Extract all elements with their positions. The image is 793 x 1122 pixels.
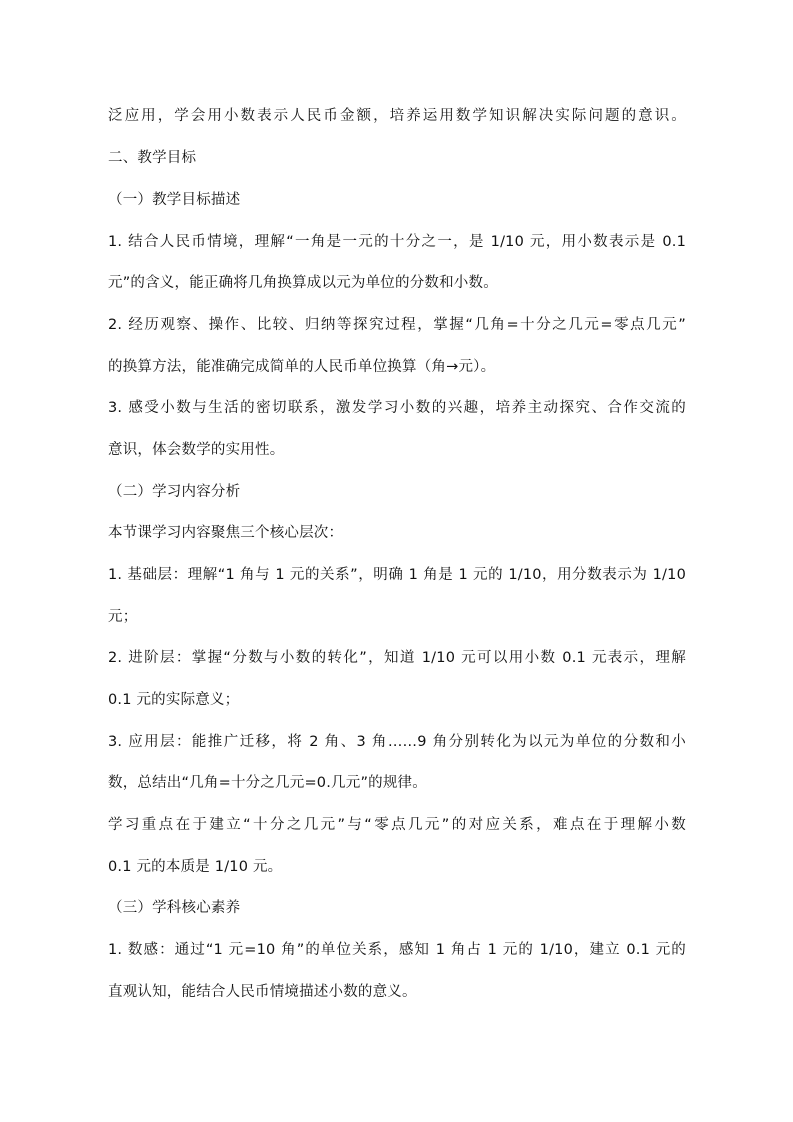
paragraph-line: 3. 感受小数与生活的密切联系，激发学习小数的兴趣，培养主动探究、合作交流的 <box>108 400 686 416</box>
paragraph-line: 2. 经历观察、操作、比较、归纳等探究过程，掌握“几角=十分之几元=零点几元” <box>108 317 686 333</box>
paragraph-line: 1. 结合人民币情境，理解“一角是一元的十分之一，是 1/10 元，用小数表示是 0.1 <box>108 234 686 250</box>
subsection-heading: （一）教学目标描述 <box>108 192 241 208</box>
paragraph-line: 泛应用，学会用小数表示人民币金额，培养运用数学知识解决实际问题的意识。 <box>108 108 686 124</box>
paragraph-line: 1. 基础层：理解“1 角与 1 元的关系”，明确 1 角是 1 元的 1/10，用分数表示为 1/10 <box>108 567 686 583</box>
paragraph-line: 3. 应用层：能推广迁移，将 2 角、3 角……9 角分别转化为以元为单位的分数和小 <box>108 734 686 750</box>
paragraph-line: 1. 数感：通过“1 元=10 角”的单位关系，感知 1 角占 1 元的 1/10，建立 0.1 元的 <box>108 942 686 958</box>
paragraph-line: 2. 进阶层：掌握“分数与小数的转化”，知道 1/10 元可以用小数 0.1 元表示，理解 <box>108 650 686 666</box>
subsection-heading: （二）学习内容分析 <box>108 484 241 500</box>
section-heading: 二、教学目标 <box>108 150 197 166</box>
paragraph-line: 直观认知，能结合人民币情境描述小数的意义。 <box>108 984 417 1000</box>
subsection-heading: （三）学科核心素养 <box>108 900 241 916</box>
paragraph-line: 数，总结出“几角=十分之几元=0.几元”的规律。 <box>108 775 427 791</box>
paragraph-line: 元”的含义，能正确将几角换算成以元为单位的分数和小数。 <box>108 275 498 291</box>
paragraph-line: 本节课学习内容聚焦三个核心层次： <box>108 525 344 541</box>
paragraph-line: 元； <box>108 609 138 625</box>
paragraph-line: 学习重点在于建立“十分之几元”与“零点几元”的对应关系，难点在于理解小数 <box>108 817 686 833</box>
paragraph-line: 意识，体会数学的实用性。 <box>108 442 285 458</box>
paragraph-line: 0.1 元的实际意义； <box>108 692 240 708</box>
paragraph-line: 0.1 元的本质是 1/10 元。 <box>108 859 283 875</box>
paragraph-line: 的换算方法，能准确完成简单的人民币单位换算（角→元）。 <box>108 359 496 375</box>
